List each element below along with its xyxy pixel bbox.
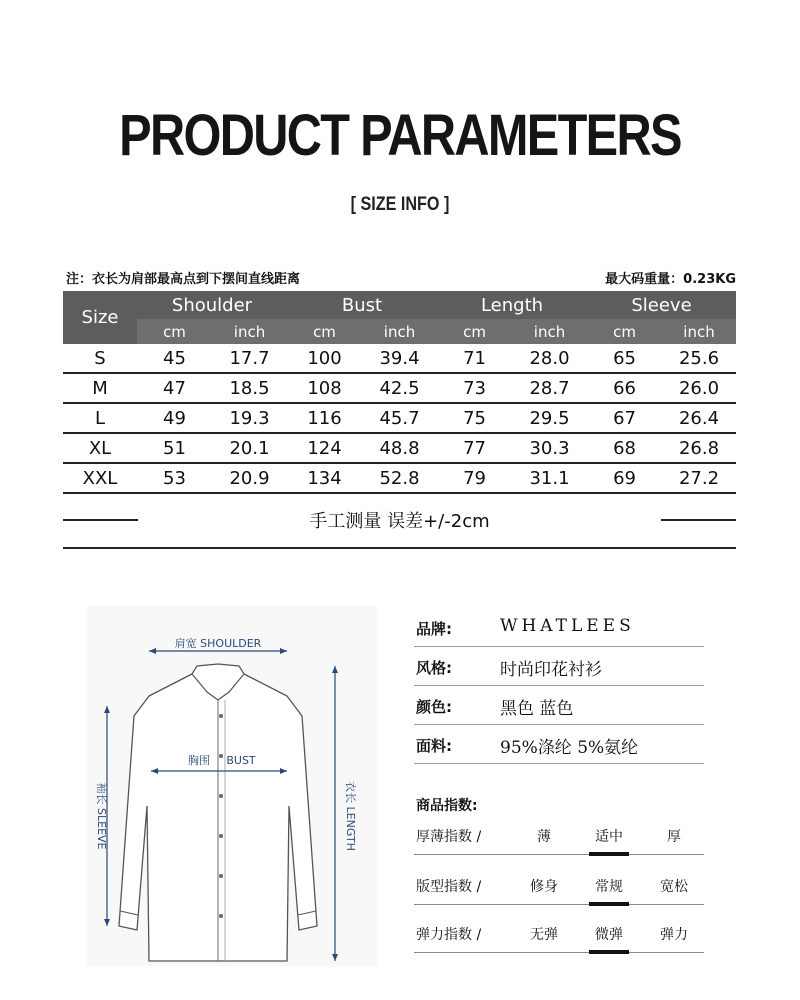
- measure-cell: 47: [137, 373, 212, 403]
- divider-line: [661, 519, 736, 521]
- measure-cell: 45: [137, 344, 212, 373]
- measure-cell: 17.7: [212, 344, 287, 373]
- measure-cell: 116: [287, 403, 362, 433]
- divider-line: [63, 547, 736, 549]
- measure-cell: 26.0: [662, 373, 736, 403]
- table-row: [63, 344, 736, 373]
- bust-label-en: BUST: [226, 754, 256, 767]
- length-note: 注：衣长为肩部最高点到下摆间直线距离: [66, 272, 301, 287]
- measure-cell: 29.5: [512, 403, 587, 433]
- button: [219, 834, 223, 838]
- measure-cell: 19.3: [212, 403, 287, 433]
- measure-cell: 108: [287, 373, 362, 403]
- index-option: 厚: [667, 829, 681, 845]
- measure-cell: 45.7: [362, 403, 437, 433]
- index-baseline: [414, 854, 704, 855]
- index-baseline: [414, 952, 704, 953]
- measure-cell: 69: [587, 463, 662, 493]
- measure-cell: 65: [587, 344, 662, 373]
- size-cell: XXL: [63, 463, 137, 493]
- measure-cell: 51: [137, 433, 212, 463]
- arrow-head: [332, 954, 338, 961]
- fabric-value: 95%涤纶 5%氨纶: [500, 738, 639, 758]
- measure-cell: 124: [287, 433, 362, 463]
- arrow-head: [280, 648, 287, 654]
- index-option: 微弹: [595, 927, 623, 943]
- measure-cell: 26.8: [662, 433, 736, 463]
- index-row-fit: [414, 876, 704, 906]
- size-cell: XL: [63, 433, 137, 463]
- info-row-style: [414, 647, 704, 686]
- brand-value: WHATLEES: [500, 616, 635, 636]
- measure-cell: 100: [287, 344, 362, 373]
- measure-cell: 67: [587, 403, 662, 433]
- style-value: 时尚印花衬衫: [500, 660, 602, 680]
- sleeve-label: 袖长 SLEEVE: [95, 782, 108, 850]
- index-label: 弹力指数 /: [416, 927, 482, 943]
- section-subtitle: [ SIZE INFO ]: [350, 194, 450, 215]
- measure-cell: 71: [437, 344, 512, 373]
- bust-header: Bust: [287, 291, 437, 319]
- unit-header: inch: [662, 319, 736, 344]
- unit-header: cm: [587, 319, 662, 344]
- info-key: 面料:: [416, 737, 452, 755]
- index-option: 弹力: [660, 927, 688, 943]
- button: [219, 754, 223, 758]
- measure-cell: 53: [137, 463, 212, 493]
- index-selected-mark: [589, 950, 629, 954]
- table-row: [63, 373, 736, 403]
- index-option: 宽松: [660, 879, 688, 895]
- info-row-color: [414, 686, 704, 725]
- measure-cell: 20.1: [212, 433, 287, 463]
- measure-cell: 134: [287, 463, 362, 493]
- index-selected-mark: [589, 902, 629, 906]
- info-key: 颜色:: [416, 698, 452, 716]
- measure-cell: 79: [437, 463, 512, 493]
- button: [219, 874, 223, 878]
- color-value: 黑色 蓝色: [500, 699, 574, 719]
- button: [219, 794, 223, 798]
- unit-header: inch: [362, 319, 437, 344]
- info-key: 风格:: [416, 659, 452, 677]
- size-table: [63, 291, 736, 494]
- arrow-head: [104, 706, 110, 713]
- arrow-head: [104, 919, 110, 926]
- index-option: 无弹: [530, 927, 558, 943]
- index-baseline: [414, 904, 704, 905]
- measure-cell: 28.0: [512, 344, 587, 373]
- page-title: PRODUCT PARAMETERS: [119, 103, 681, 168]
- measure-cell: 42.5: [362, 373, 437, 403]
- unit-header: inch: [512, 319, 587, 344]
- arrow-head: [332, 666, 338, 673]
- index-option: 常规: [595, 879, 623, 895]
- shirt-diagram: [87, 606, 377, 966]
- info-row-brand: [414, 608, 704, 647]
- measure-cell: 49: [137, 403, 212, 433]
- arrow-head: [149, 648, 156, 654]
- unit-header: cm: [437, 319, 512, 344]
- measure-cell: 31.1: [512, 463, 587, 493]
- measure-cell: 52.8: [362, 463, 437, 493]
- shirt-illustration: [87, 606, 377, 966]
- measure-cell: 20.9: [212, 463, 287, 493]
- index-label: 厚薄指数 /: [416, 829, 482, 845]
- measure-cell: 25.6: [662, 344, 736, 373]
- shoulder-header: Shoulder: [137, 291, 287, 319]
- info-key: 品牌:: [416, 620, 452, 638]
- table-row: [63, 463, 736, 493]
- index-title: 商品指数:: [416, 798, 478, 814]
- measure-cell: 27.2: [662, 463, 736, 493]
- unit-header: inch: [212, 319, 287, 344]
- length-header: Length: [437, 291, 587, 319]
- size-header: Size: [63, 291, 137, 344]
- table-row: [63, 433, 736, 463]
- index-option: 薄: [537, 829, 551, 845]
- measure-cell: 73: [437, 373, 512, 403]
- measure-cell: 66: [587, 373, 662, 403]
- bust-label-cn: 胸围: [188, 754, 210, 767]
- size-cell: L: [63, 403, 137, 433]
- weight-note: 最大码重量：0.23KG: [605, 272, 736, 287]
- measure-note-row: [63, 505, 736, 535]
- size-table-body: [63, 344, 736, 493]
- size-cell: S: [63, 344, 137, 373]
- sleeve-header: Sleeve: [587, 291, 736, 319]
- measure-cell: 28.7: [512, 373, 587, 403]
- index-option: 修身: [530, 879, 558, 895]
- index-label: 版型指数 /: [416, 879, 482, 895]
- index-row-thickness: [414, 826, 704, 856]
- index-row-elasticity: [414, 924, 704, 954]
- length-label: 衣长 LENGTH: [344, 781, 357, 851]
- index-selected-mark: [589, 852, 629, 856]
- measure-cell: 30.3: [512, 433, 587, 463]
- button: [219, 914, 223, 918]
- product-info: [414, 608, 704, 764]
- measure-cell: 48.8: [362, 433, 437, 463]
- info-row-fabric: [414, 725, 704, 764]
- measure-cell: 18.5: [212, 373, 287, 403]
- measure-cell: 75: [437, 403, 512, 433]
- measure-cell: 39.4: [362, 344, 437, 373]
- unit-header: cm: [137, 319, 212, 344]
- shoulder-label: 肩宽 SHOULDER: [174, 637, 262, 650]
- measure-cell: 77: [437, 433, 512, 463]
- index-option: 适中: [595, 829, 623, 845]
- unit-header: cm: [287, 319, 362, 344]
- measure-cell: 68: [587, 433, 662, 463]
- measure-note: 手工测量 误差+/-2cm: [309, 511, 490, 532]
- button: [219, 714, 223, 718]
- table-row: [63, 403, 736, 433]
- size-cell: M: [63, 373, 137, 403]
- measure-cell: 26.4: [662, 403, 736, 433]
